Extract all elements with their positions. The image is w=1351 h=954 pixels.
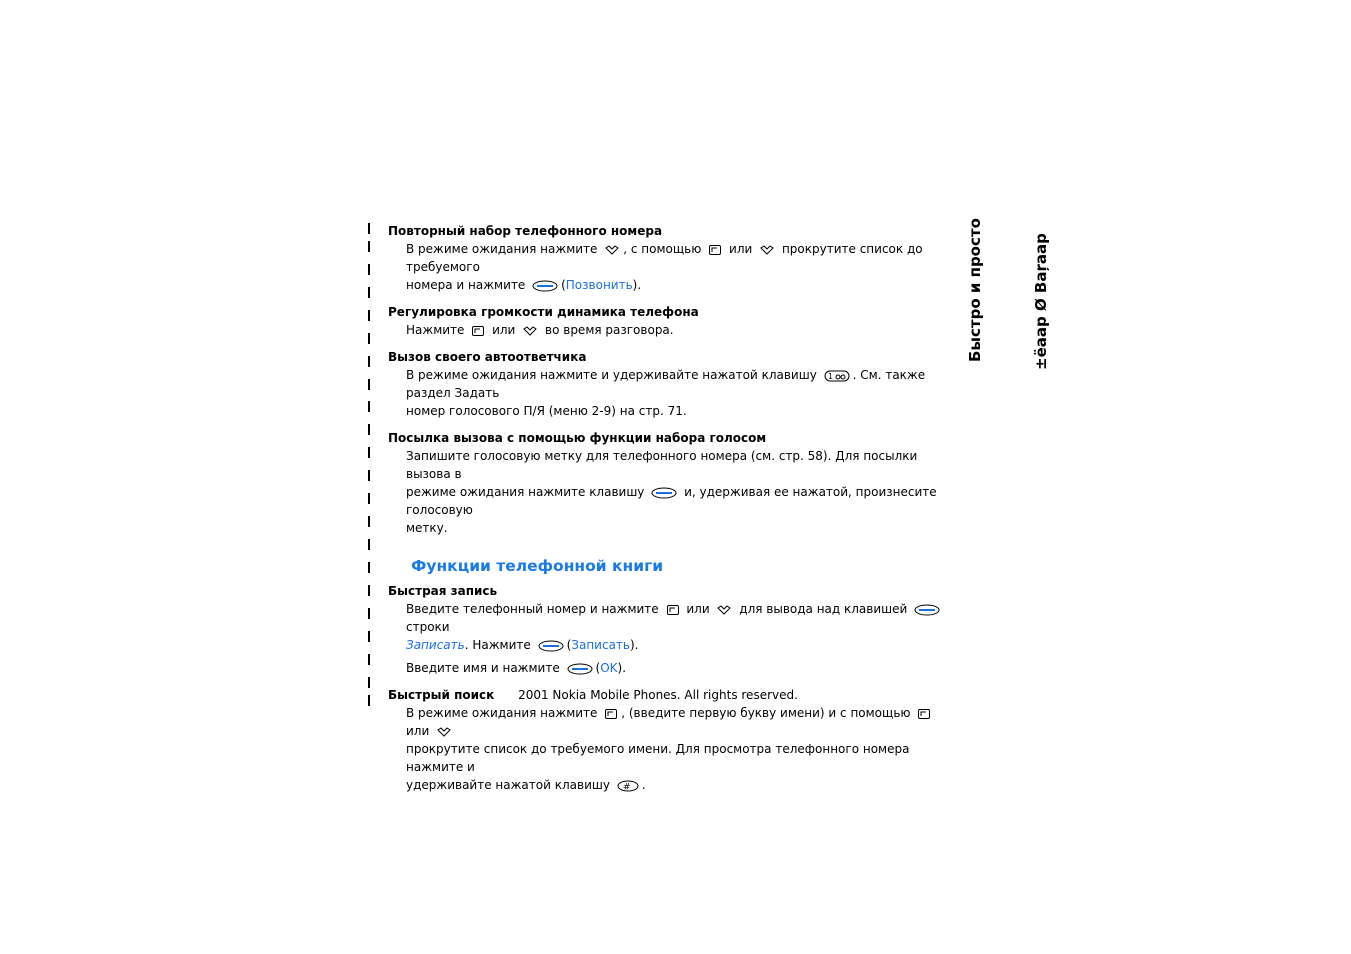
text-run: (	[561, 278, 566, 292]
scroll-up-key-icon	[604, 708, 618, 720]
margin-mark	[368, 608, 370, 619]
scroll-up-key-icon	[471, 325, 485, 337]
scroll-down-key-icon	[759, 244, 775, 256]
margin-mark	[368, 677, 370, 688]
text-run: Запишите голосовую метку для телефонного номера (см. стр. 58). Для посылки вызова в	[406, 449, 918, 481]
voicemail-key-icon	[824, 370, 850, 382]
margin-mark	[368, 585, 370, 596]
margin-mark	[368, 516, 370, 527]
margin-mark	[368, 424, 370, 435]
section-redial	[388, 222, 958, 294]
scroll-down-key-icon	[436, 726, 452, 738]
margin-mark	[368, 264, 370, 275]
section-text	[406, 659, 958, 677]
section-quick-save	[388, 582, 958, 677]
margin-mark	[368, 401, 370, 412]
text-run: и, удерживая ее нажатой, произнесите голосовую	[406, 485, 937, 517]
section-heading: Регулировка громкости динамика телефона	[388, 305, 699, 319]
scroll-down-key-icon	[604, 244, 620, 256]
text-run: ).	[630, 638, 639, 652]
scroll-down-key-icon	[716, 604, 732, 616]
section-voice-dial	[388, 429, 958, 537]
chapter-side-tab: Быстро и просто	[966, 218, 984, 362]
text-run: или	[729, 242, 753, 256]
text-run: ).	[632, 278, 642, 292]
scroll-up-key-icon	[708, 244, 722, 256]
text-run: режиме ожидания нажмите клавишу	[406, 485, 645, 499]
text-run: (	[566, 638, 572, 652]
text-run: . См. также раздел Задать	[406, 368, 926, 400]
chapter-heading: Функции телефонной книги	[411, 557, 664, 575]
text-run: номера и нажмите	[406, 278, 526, 292]
text-run: прокрутите список до требуемого имени. Для просмотра телефонного номера нажмите и	[406, 742, 910, 774]
margin-mark	[368, 333, 370, 344]
text-run: или	[686, 602, 710, 616]
selection-key-icon	[567, 663, 593, 675]
selection-key-icon	[538, 640, 564, 652]
scroll-up-key-icon	[666, 604, 680, 616]
text-run: или	[492, 323, 516, 337]
text-run: метку.	[406, 521, 448, 535]
soft-key-label: Записать	[406, 638, 465, 652]
section-heading: Вызов своего автоответчика	[388, 350, 587, 364]
svg-text:1: 1	[827, 371, 833, 381]
text-run: строки	[406, 620, 450, 634]
page-footer: 2001 Nokia Mobile Phones. All rights reserved.	[518, 688, 798, 702]
chapter-side-tab-garbled: ±ёаар Ø Ваŗаар	[1032, 233, 1050, 370]
scroll-down-key-icon	[522, 325, 538, 337]
section-heading: Быстрая запись	[388, 584, 498, 598]
margin-mark	[368, 493, 370, 504]
margin-mark	[368, 631, 370, 642]
margin-mark	[368, 356, 370, 367]
margin-mark	[368, 241, 370, 252]
text-run: номер голосового П/Я (меню 2-9) на стр. 71.	[406, 404, 687, 418]
text-run: В режиме ожидания нажмите	[406, 242, 598, 256]
soft-key-label: Записать	[571, 638, 630, 652]
margin-mark	[368, 447, 370, 458]
soft-key-label: Позвонить	[565, 278, 633, 292]
section-text	[406, 321, 958, 339]
text-run: удерживайте нажатой клавишу	[406, 778, 610, 792]
section-voicemail	[388, 348, 958, 420]
section-heading: Быстрый поиск	[388, 688, 495, 702]
margin-mark	[368, 539, 370, 550]
scroll-up-key-icon	[917, 708, 931, 720]
margin-mark	[368, 310, 370, 321]
section-text	[406, 447, 958, 537]
text-run: . Нажмите	[464, 638, 531, 652]
hash-key-icon	[617, 780, 639, 792]
margin-mark	[368, 223, 370, 234]
text-run: В режиме ожидания нажмите и удерживайте нажатой клавишу	[406, 368, 817, 382]
text-run: (	[595, 661, 601, 675]
svg-text:#: #	[622, 782, 631, 792]
text-run: .	[641, 778, 646, 792]
text-run: или	[406, 724, 430, 738]
margin-mark	[368, 654, 370, 665]
margin-marks	[368, 223, 371, 703]
margin-mark	[368, 470, 370, 481]
section-text	[406, 600, 958, 654]
text-run: ).	[617, 661, 627, 675]
margin-mark	[368, 287, 370, 298]
text-run: , с помощью	[623, 242, 702, 256]
section-text	[406, 704, 958, 794]
margin-mark	[368, 562, 370, 573]
section-volume	[388, 303, 958, 339]
text-run: Нажмите	[406, 323, 465, 337]
margin-mark	[368, 379, 370, 390]
soft-key-label: OK	[600, 661, 618, 675]
text-run: во время разговора.	[545, 323, 674, 337]
section-heading: Повторный набор телефонного номера	[388, 224, 663, 238]
text-run: Введите имя и нажмите	[406, 661, 560, 675]
selection-key-icon	[532, 280, 558, 292]
text-run: В режиме ожидания нажмите	[406, 706, 598, 720]
section-text	[406, 366, 958, 420]
text-run: , (введите первую букву имени) и с помощью	[621, 706, 911, 720]
text-run: Введите телефонный номер и нажмите	[406, 602, 659, 616]
margin-mark	[368, 695, 370, 706]
selection-key-icon	[914, 604, 940, 616]
text-run: прокрутите список до требуемого	[406, 242, 923, 274]
section-heading: Посылка вызова с помощью функции набора голосом	[388, 431, 767, 445]
main-content	[388, 222, 958, 794]
section-text	[406, 240, 958, 294]
text-run: для вывода над клавишей	[739, 602, 908, 616]
selection-key-icon	[651, 487, 677, 499]
